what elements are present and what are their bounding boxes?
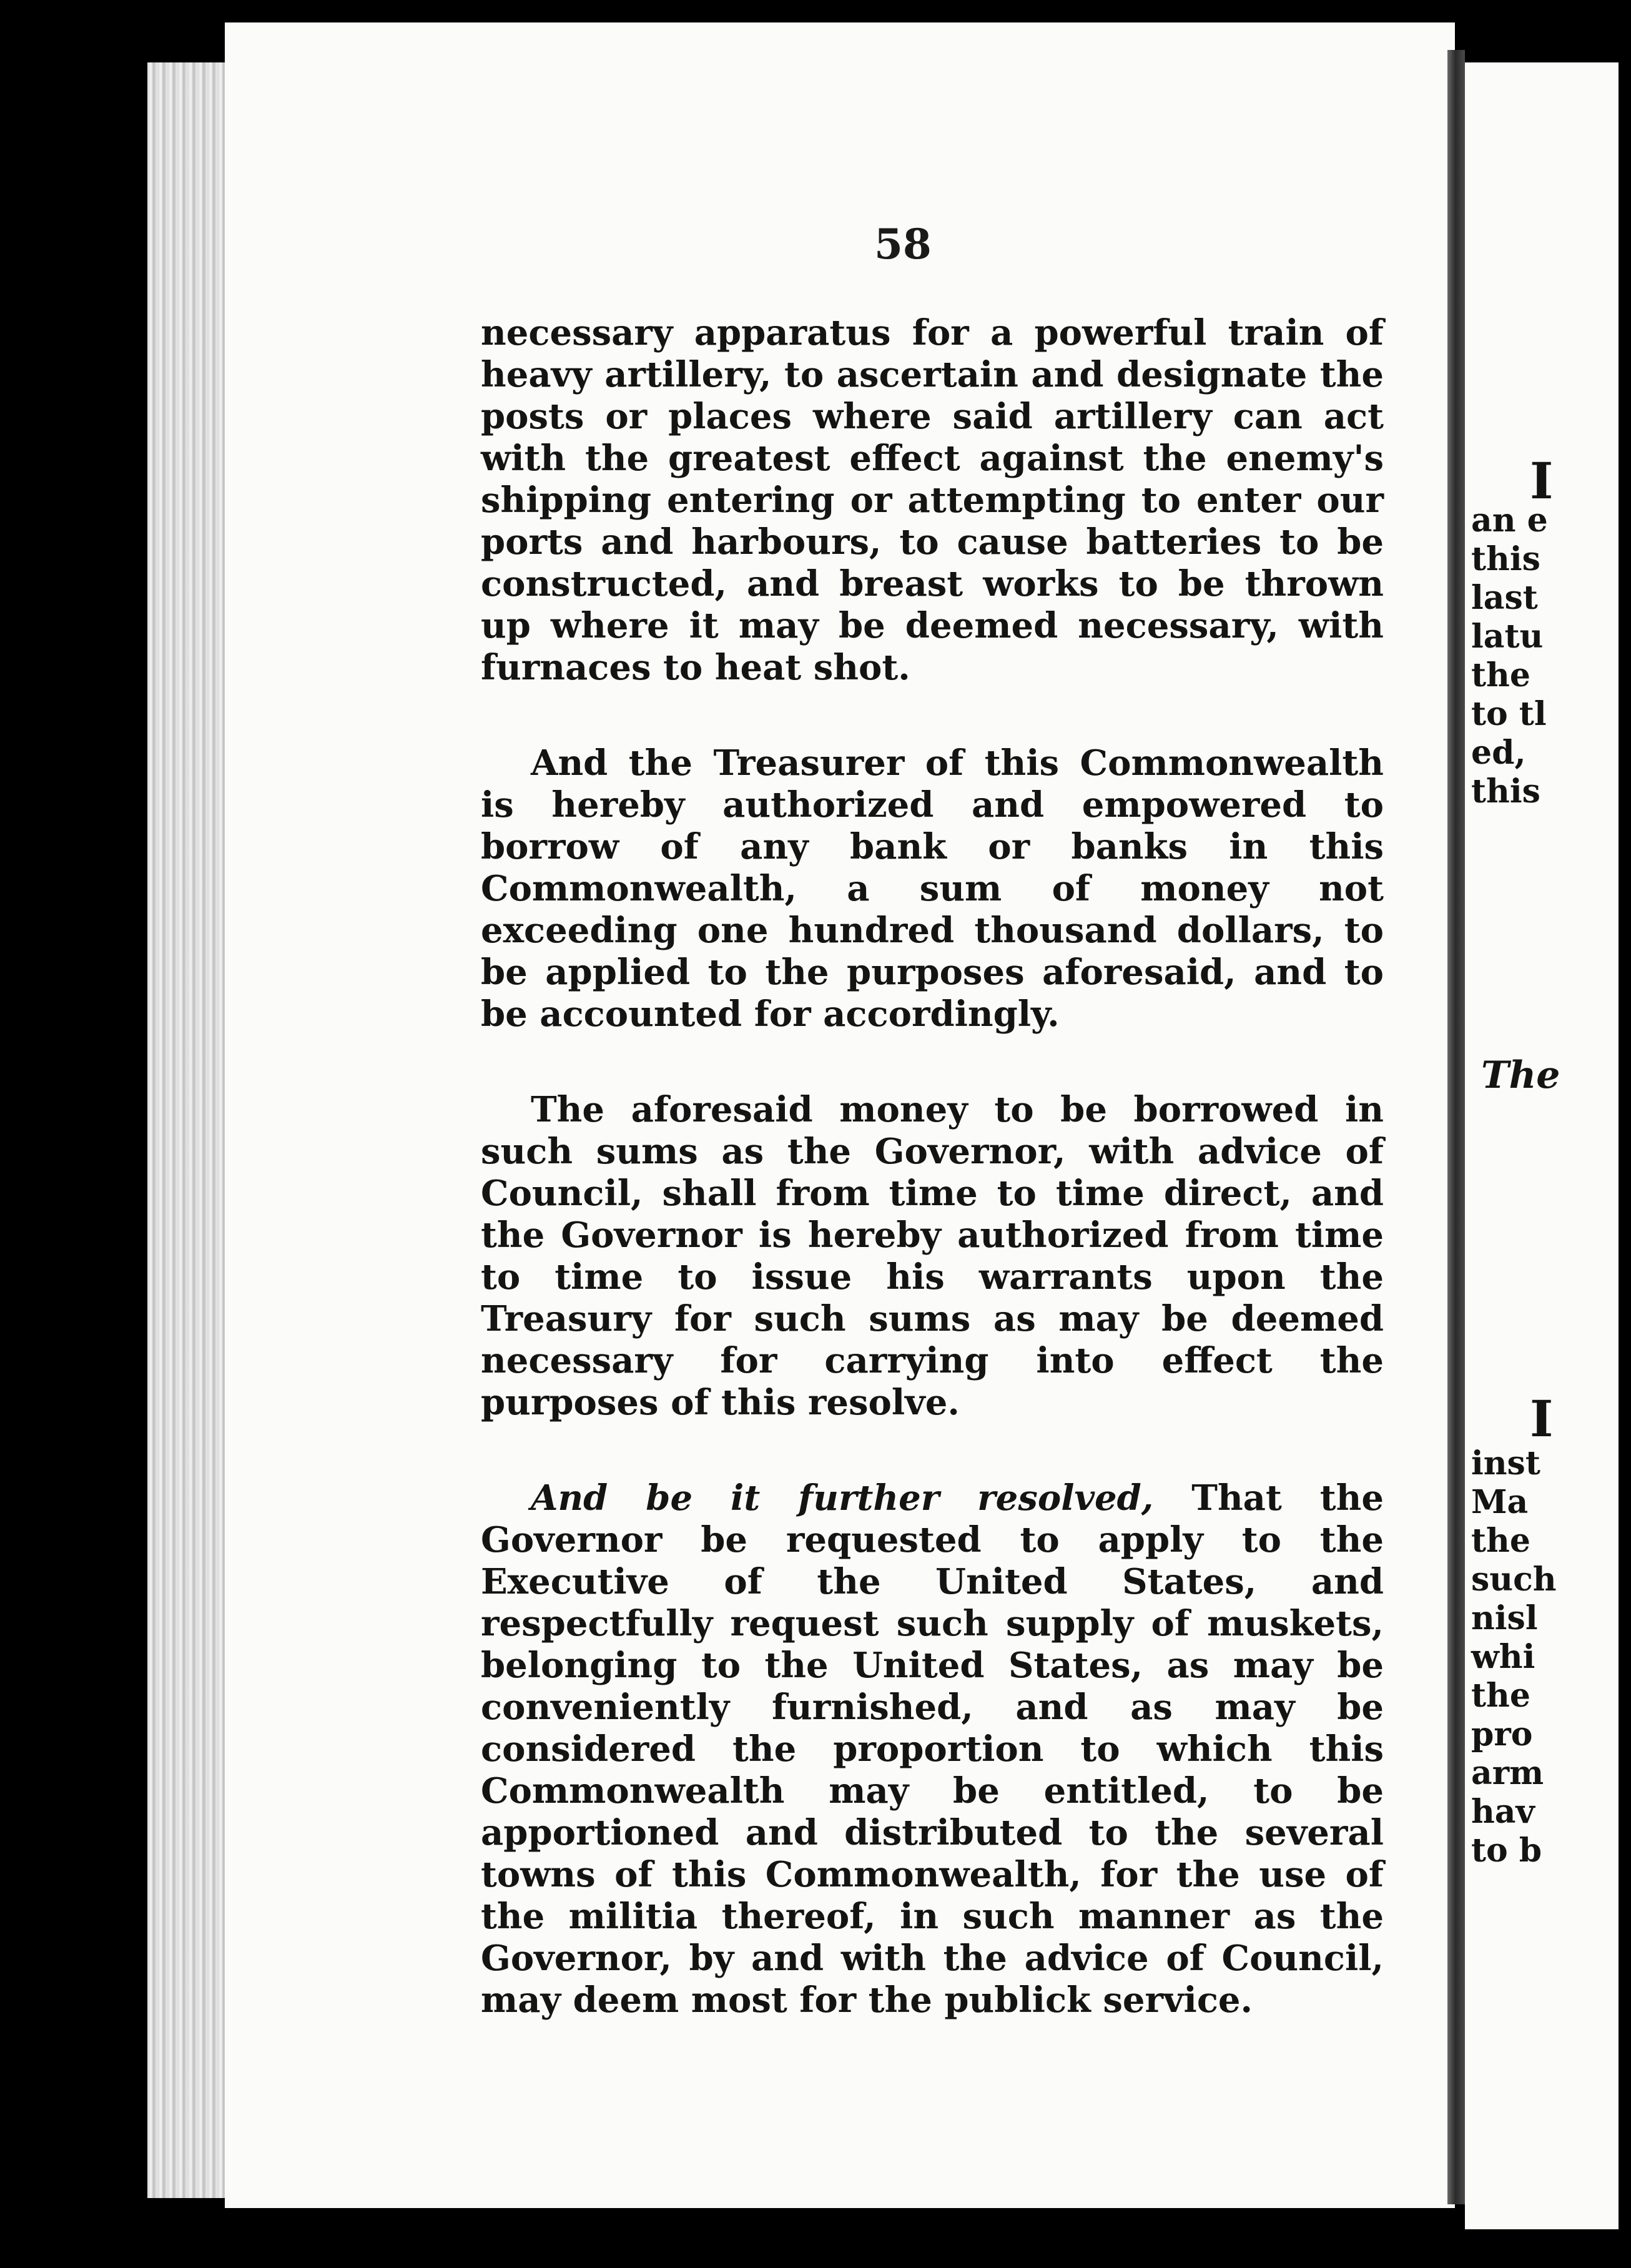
page-body <box>481 312 1384 2075</box>
facing-fragment: last <box>1471 579 1538 617</box>
facing-fragment: to b <box>1471 1832 1542 1870</box>
facing-page <box>1465 62 1619 2229</box>
facing-fragment: inst <box>1471 1444 1540 1482</box>
page-number: 58 <box>874 220 932 269</box>
facing-fragment: ed, <box>1471 734 1526 772</box>
facing-fragment: the <box>1471 656 1530 694</box>
facing-fragment: I <box>1530 1389 1554 1448</box>
facing-fragment: this <box>1471 772 1540 811</box>
paragraph-3: The aforesaid money to be borrowed in such sums as the Governor, with advice of Council, shall from time to time direct, and the Governor is hereby authorized from time to time to issue his warrants upon the Treasury for such sums as may be deemed necessary for carrying into effect the purposes of this resolve. <box>481 1089 1384 1423</box>
facing-fragment: the <box>1471 1522 1530 1560</box>
facing-fragment: the <box>1471 1677 1530 1715</box>
facing-fragment: hav <box>1471 1793 1535 1831</box>
facing-fragment: I <box>1530 451 1554 510</box>
facing-fragment: this <box>1471 540 1540 578</box>
page-edges <box>147 62 227 2198</box>
paragraph-1: necessary apparatus for a powerful train of heavy artillery, to ascertain and designate the posts or places where said artillery can act with the greatest effect against the enemy's shipping entering or attempting to enter our ports and harbours, to cause batteries to be constructed, and breast works to be thrown up where it may be deemed necessary, with furnaces to heat shot. <box>481 312 1384 688</box>
paragraph-4 <box>481 1477 1384 2021</box>
facing-fragment: whi <box>1471 1638 1535 1676</box>
facing-fragment: to tl <box>1471 695 1547 733</box>
paragraph-4-text: That the Governor be requested to apply to the Executive of the United States, and respectfully request such supply of muskets, belonging to the United States, as may be conveniently furnished, and as may be considered the proportion to which this Commonwealth may be entitled, to be apportioned and distributed to the several towns of this Commonwealth, for the use of the militia thereof, in such manner as the Governor, by and with the advice of Council, may deem most for the publick service. <box>481 1477 1384 2021</box>
facing-fragment: such <box>1471 1560 1557 1599</box>
facing-fragment: Ma <box>1471 1483 1529 1521</box>
binding-gutter <box>1447 50 1465 2204</box>
facing-fragment: latu <box>1471 618 1544 656</box>
facing-fragment: arm <box>1471 1754 1544 1792</box>
paragraph-4-italic-lead: And be it further resolved, <box>531 1477 1154 1519</box>
facing-fragment: nisl <box>1471 1599 1538 1637</box>
facing-heading-fragment: The <box>1481 1053 1560 1097</box>
paragraph-2: And the Treasurer of this Commonwealth is hereby authorized and empowered to borrow of any bank or banks in this Commonwealth, a sum of money not exceeding one hundred thousand dollars, to be applied to the purposes aforesaid, and to be accounted for accordingly. <box>481 742 1384 1035</box>
facing-fragment: pro <box>1471 1715 1533 1753</box>
facing-fragment: an e <box>1471 501 1548 540</box>
